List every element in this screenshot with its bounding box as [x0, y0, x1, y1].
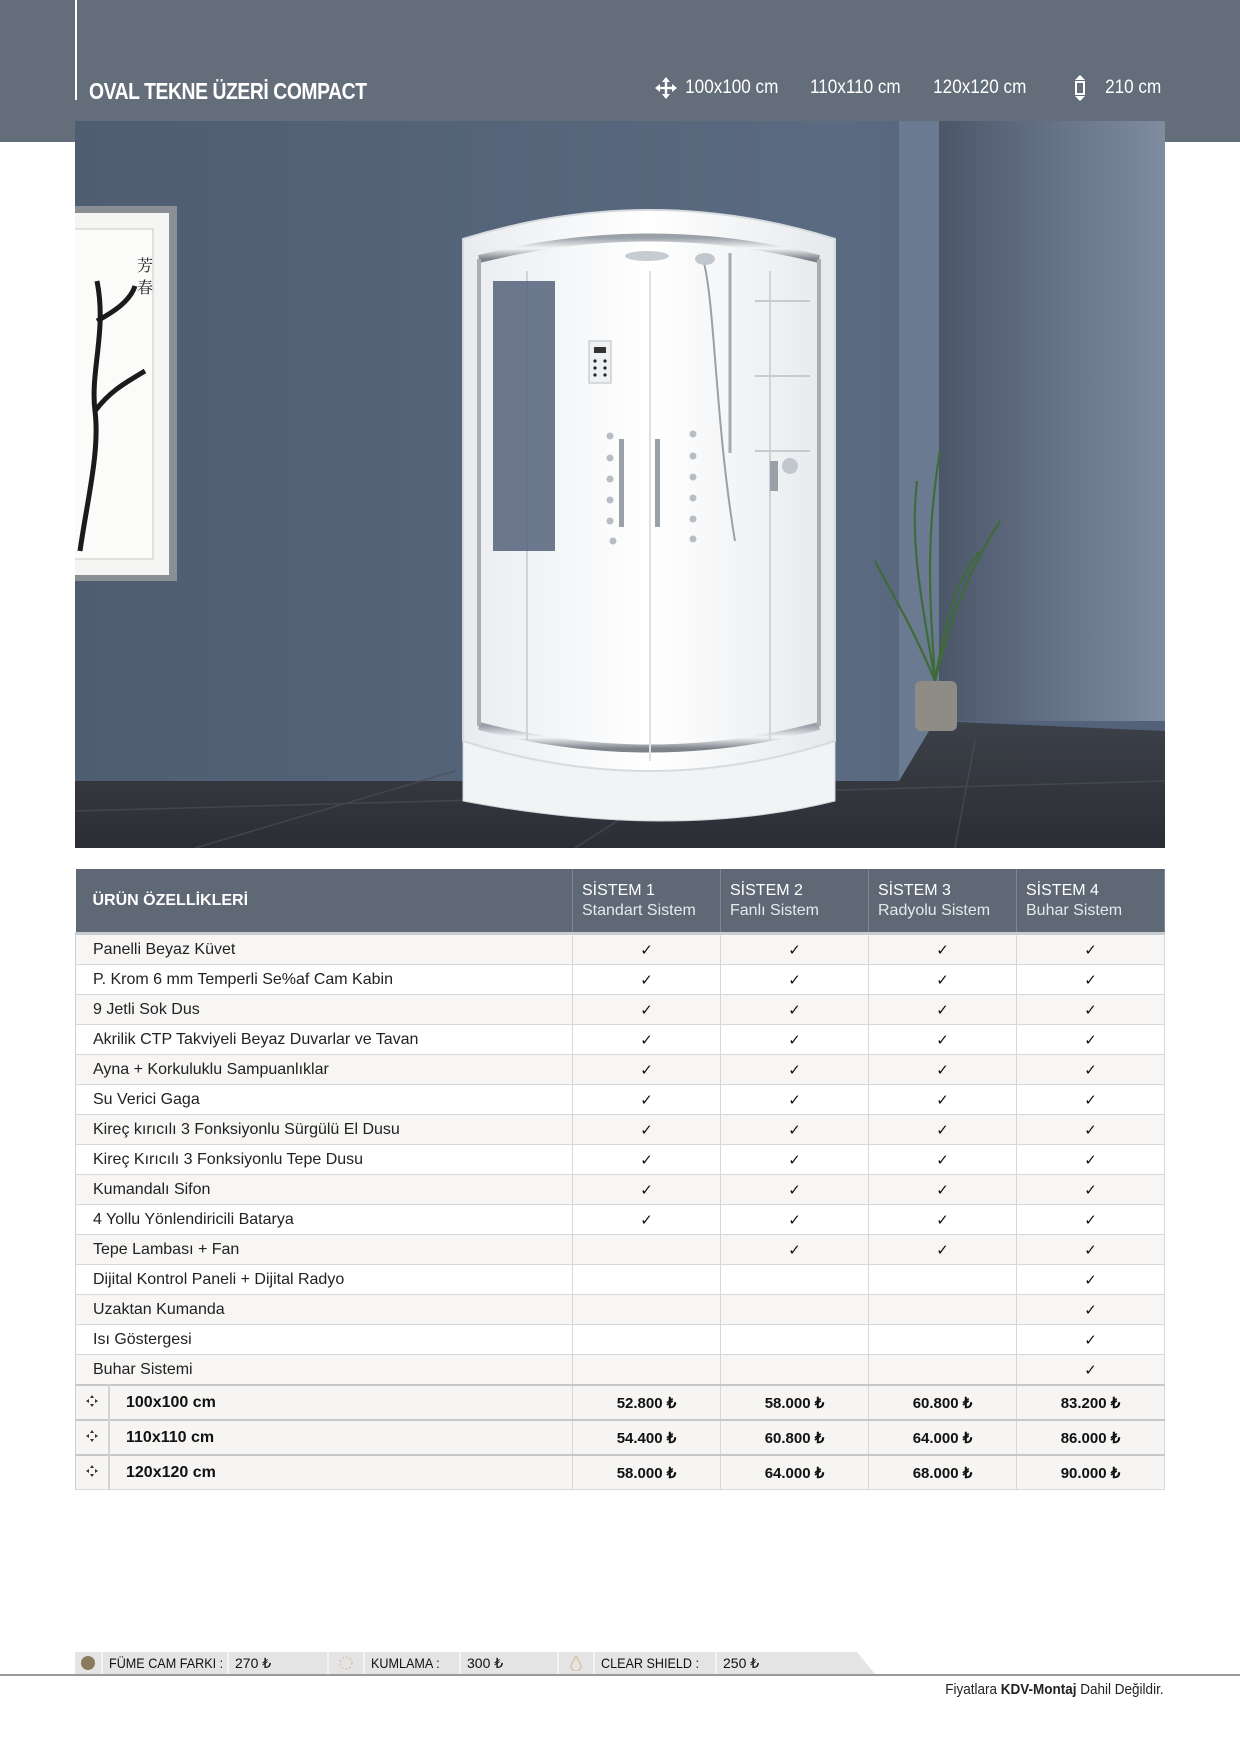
check-icon: ✓	[721, 1115, 869, 1145]
check-icon: ✓	[869, 1145, 1017, 1175]
move-arrows-icon	[76, 1420, 110, 1455]
empty-cell	[869, 1355, 1017, 1386]
feature-row	[76, 934, 1165, 965]
empty-cell	[721, 1265, 869, 1295]
check-icon: ✓	[869, 1085, 1017, 1115]
feature-row	[76, 1025, 1165, 1055]
price-cell: 60.800 ₺	[721, 1420, 869, 1455]
price-cell: 60.800 ₺	[869, 1385, 1017, 1420]
check-icon: ✓	[869, 934, 1017, 965]
bottom-divider	[0, 1674, 1240, 1676]
system-subtitle: Fanlı Sistem	[730, 901, 819, 919]
feature-name: Uzaktan Kumanda	[76, 1295, 573, 1325]
feature-row	[76, 1325, 1165, 1355]
price-cell: 64.000 ₺	[869, 1420, 1017, 1455]
feature-header: ÜRÜN ÖZELLİKLERİ	[76, 869, 573, 934]
empty-cell	[573, 1235, 721, 1265]
feature-row	[76, 1205, 1165, 1235]
feature-row	[76, 965, 1165, 995]
check-icon: ✓	[869, 1025, 1017, 1055]
system-name: SİSTEM 3	[878, 881, 951, 899]
check-icon: ✓	[573, 1145, 721, 1175]
extra-value: 300 ₺	[461, 1652, 559, 1674]
size-option: 120x120 cm	[933, 77, 1027, 98]
price-footnote	[946, 1681, 1164, 1698]
spec-table	[75, 869, 1165, 1490]
price-row	[76, 1385, 1165, 1420]
extra-label: FÜME CAM FARKI :	[103, 1652, 229, 1674]
empty-cell	[573, 1325, 721, 1355]
feature-name: Kireç Kırıcılı 3 Fonksiyonlu Tepe Dusu	[76, 1145, 573, 1175]
check-icon: ✓	[869, 1205, 1017, 1235]
system-name: SİSTEM 1	[582, 881, 655, 899]
feature-row	[76, 1175, 1165, 1205]
size-option: 110x110 cm	[810, 77, 902, 98]
check-icon: ✓	[1017, 1145, 1165, 1175]
feature-name: Su Verici Gaga	[76, 1085, 573, 1115]
system-header	[869, 869, 1017, 934]
check-icon: ✓	[1017, 1115, 1165, 1145]
size-label: 110x110 cm	[109, 1420, 573, 1455]
check-icon: ✓	[869, 1235, 1017, 1265]
table-header-row	[76, 869, 1165, 934]
system-header	[573, 869, 721, 934]
system-subtitle: Standart Sistem	[582, 901, 696, 919]
check-icon: ✓	[721, 1025, 869, 1055]
check-icon: ✓	[721, 1055, 869, 1085]
feature-name: Kireç kırıcılı 3 Fonksiyonlu Sürgülü El Dusu	[76, 1115, 573, 1145]
feature-name: Isı Göstergesi	[76, 1325, 573, 1355]
price-cell: 58.000 ₺	[721, 1385, 869, 1420]
feature-name: Kumandalı Sifon	[76, 1175, 573, 1205]
check-icon: ✓	[721, 1085, 869, 1115]
check-icon: ✓	[1017, 1265, 1165, 1295]
feature-name: Buhar Sistemi	[76, 1355, 573, 1386]
feature-name: Dijital Kontrol Paneli + Dijital Radyo	[76, 1265, 573, 1295]
svg-text:芳: 芳	[137, 256, 154, 275]
feature-row	[76, 1055, 1165, 1085]
empty-cell	[573, 1355, 721, 1386]
extras-strip	[75, 1652, 875, 1674]
empty-cell	[869, 1265, 1017, 1295]
feature-name: Panelli Beyaz Küvet	[76, 934, 573, 965]
check-icon: ✓	[869, 995, 1017, 1025]
check-icon: ✓	[869, 1115, 1017, 1145]
feature-row	[76, 1115, 1165, 1145]
system-header	[721, 869, 869, 934]
sandblast-icon	[329, 1652, 365, 1674]
check-icon: ✓	[721, 934, 869, 965]
extra-label: KUMLAMA :	[365, 1652, 461, 1674]
shower-cabin-photo	[75, 121, 1165, 848]
check-icon: ✓	[869, 965, 1017, 995]
system-header	[1017, 869, 1165, 934]
move-arrows-icon	[76, 1455, 110, 1490]
vertical-height-icon	[1072, 75, 1088, 101]
svg-text:春: 春	[137, 278, 154, 297]
price-cell: 64.000 ₺	[721, 1455, 869, 1490]
feature-name: Ayna + Korkuluklu Sampuanlıklar	[76, 1055, 573, 1085]
empty-cell	[573, 1295, 721, 1325]
price-cell: 54.400 ₺	[573, 1420, 721, 1455]
price-cell: 86.000 ₺	[1017, 1420, 1165, 1455]
dimensions-bar	[654, 75, 1164, 101]
check-icon: ✓	[1017, 1235, 1165, 1265]
check-icon: ✓	[1017, 934, 1165, 965]
feature-name: P. Krom 6 mm Temperli Se%af Cam Kabin	[76, 965, 573, 995]
size-label: 100x100 cm	[109, 1385, 573, 1420]
system-name: SİSTEM 2	[730, 881, 803, 899]
feature-row	[76, 1235, 1165, 1265]
check-icon: ✓	[1017, 965, 1165, 995]
system-name: SİSTEM 4	[1026, 881, 1099, 899]
size-option: 100x100 cm	[685, 77, 779, 98]
check-icon: ✓	[721, 1235, 869, 1265]
check-icon: ✓	[869, 1175, 1017, 1205]
empty-cell	[573, 1265, 721, 1295]
price-cell: 68.000 ₺	[869, 1455, 1017, 1490]
feature-row	[76, 1145, 1165, 1175]
empty-cell	[869, 1295, 1017, 1325]
check-icon: ✓	[721, 1205, 869, 1235]
price-cell: 90.000 ₺	[1017, 1455, 1165, 1490]
smoked-glass-icon	[75, 1652, 103, 1674]
feature-name: 4 Yollu Yönlendiricili Batarya	[76, 1205, 573, 1235]
check-icon: ✓	[1017, 1025, 1165, 1055]
price-row	[76, 1420, 1165, 1455]
check-icon: ✓	[1017, 1205, 1165, 1235]
header-divider	[75, 0, 77, 100]
check-icon: ✓	[1017, 995, 1165, 1025]
system-subtitle: Buhar Sistem	[1026, 901, 1123, 919]
move-arrows-icon	[654, 76, 678, 100]
size-label: 120x120 cm	[109, 1455, 573, 1490]
extra-value: 270 ₺	[229, 1652, 329, 1674]
price-cell: 83.200 ₺	[1017, 1385, 1165, 1420]
check-icon: ✓	[573, 1175, 721, 1205]
feature-row	[76, 1295, 1165, 1325]
drop-icon	[559, 1652, 595, 1674]
system-subtitle: Radyolu Sistem	[878, 901, 991, 919]
feature-name: Tepe Lambası + Fan	[76, 1235, 573, 1265]
check-icon: ✓	[721, 1145, 869, 1175]
price-cell: 58.000 ₺	[573, 1455, 721, 1490]
check-icon: ✓	[1017, 1355, 1165, 1386]
check-icon: ✓	[1017, 1175, 1165, 1205]
check-icon: ✓	[573, 1025, 721, 1055]
footnote-bold: KDV-Montaj	[1001, 1681, 1077, 1698]
check-icon: ✓	[721, 1175, 869, 1205]
feature-row	[76, 1265, 1165, 1295]
check-icon: ✓	[1017, 1085, 1165, 1115]
footnote-text: Dahil Değildir.	[1076, 1681, 1164, 1698]
empty-cell	[721, 1295, 869, 1325]
check-icon: ✓	[869, 1055, 1017, 1085]
check-icon: ✓	[1017, 1295, 1165, 1325]
footnote-text: Fiyatlara	[945, 1681, 1002, 1698]
empty-cell	[721, 1325, 869, 1355]
extra-label: CLEAR SHIELD :	[595, 1652, 717, 1674]
check-icon: ✓	[1017, 1325, 1165, 1355]
check-icon: ✓	[573, 995, 721, 1025]
check-icon: ✓	[573, 1115, 721, 1145]
check-icon: ✓	[573, 1085, 721, 1115]
feature-name: Akrilik CTP Takviyeli Beyaz Duvarlar ve Tavan	[76, 1025, 573, 1055]
feature-row	[76, 995, 1165, 1025]
check-icon: ✓	[721, 995, 869, 1025]
feature-name: 9 Jetli Sok Dus	[76, 995, 573, 1025]
move-arrows-icon	[76, 1385, 110, 1420]
price-cell: 52.800 ₺	[573, 1385, 721, 1420]
empty-cell	[869, 1325, 1017, 1355]
feature-row	[76, 1085, 1165, 1115]
check-icon: ✓	[1017, 1055, 1165, 1085]
check-icon: ✓	[573, 934, 721, 965]
check-icon: ✓	[573, 1055, 721, 1085]
extra-value: 250 ₺	[723, 1654, 760, 1671]
check-icon: ✓	[573, 965, 721, 995]
feature-row	[76, 1355, 1165, 1386]
check-icon: ✓	[721, 965, 869, 995]
page-title: OVAL TEKNE ÜZERİ COMPACT	[89, 78, 367, 104]
check-icon: ✓	[573, 1205, 721, 1235]
height-value: 210 cm	[1104, 77, 1161, 98]
price-row	[76, 1455, 1165, 1490]
empty-cell	[721, 1355, 869, 1386]
